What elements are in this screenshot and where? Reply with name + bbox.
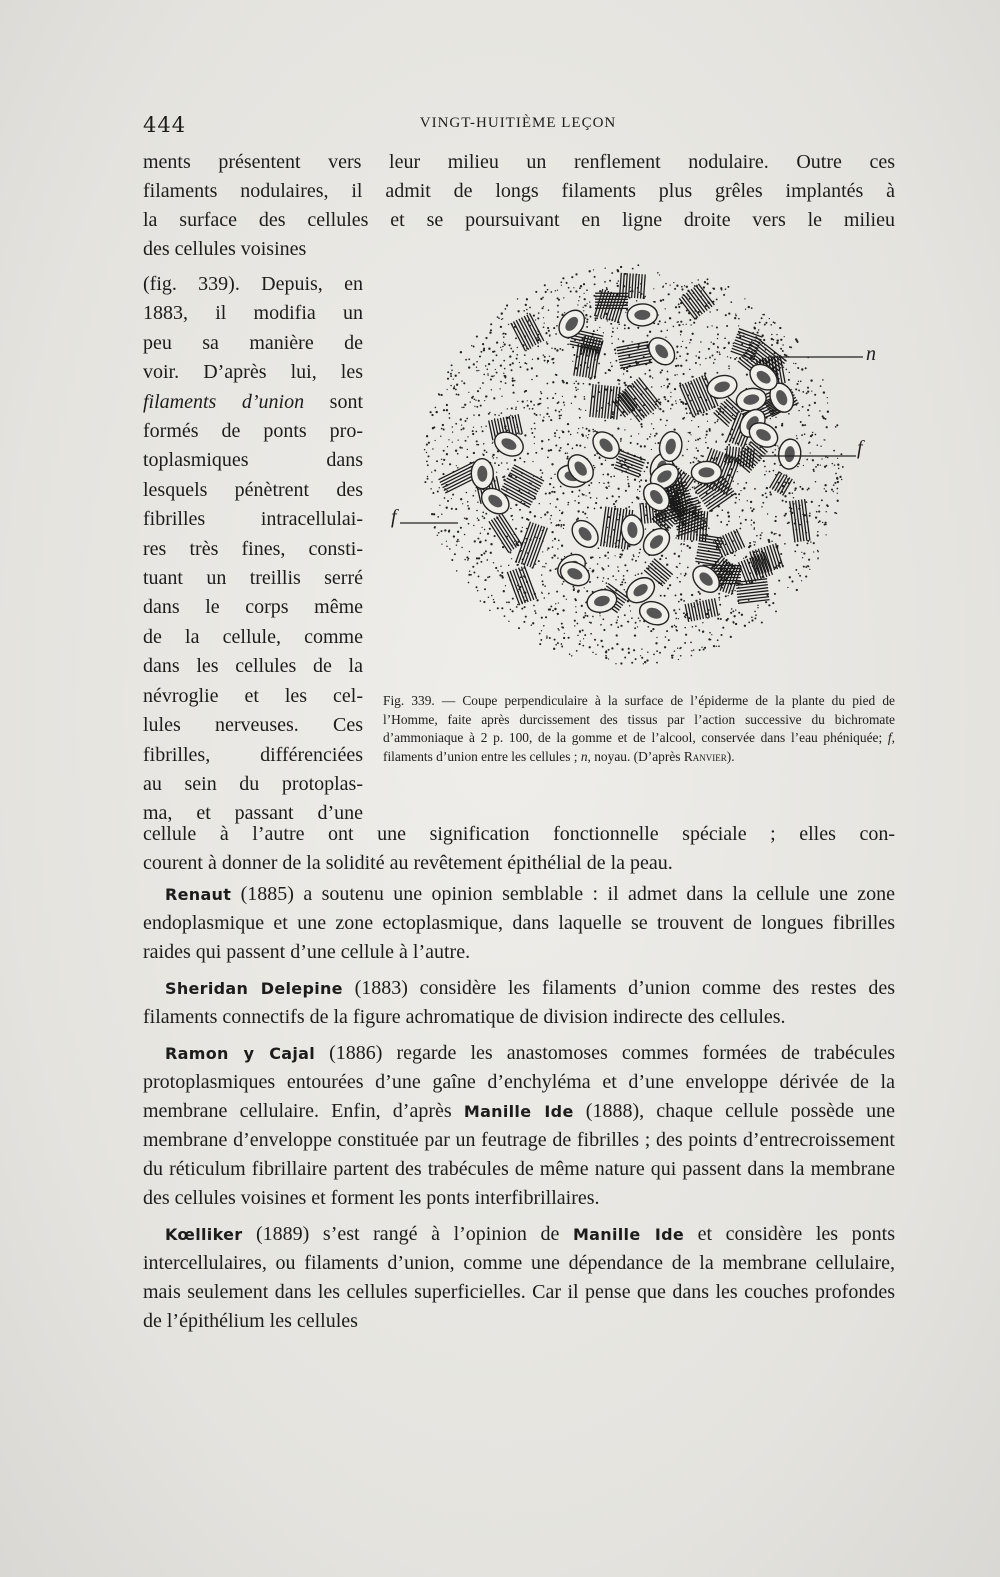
text-line: cellule à l’autre ont une signification fonctionnelle spéciale ; elles con- [143,823,895,845]
wrapped-text-column [143,270,363,829]
text-line: res très fines, consti- [143,537,363,560]
caption-n: n [580,748,588,764]
paragraph-delepine [143,974,895,1032]
paragraph-text: (1888), chaque cellule possède une membrane d’enveloppe constituée par un feutrage de fibrilles ; des points d’entrecroissement du réticulum fibrillaire partent des trabécules de même nature qui passent dans la membrane des cellules voisines et forment les ponts interfibrillaires. [143,1100,895,1209]
caption-text: ). [726,748,735,764]
text-line: des cellules voisines [143,238,307,260]
text-line: dans le corps même [143,596,363,619]
top-text-block [143,148,895,264]
text-line: filaments nodulaires, il admit de longs filaments plus grêles implantés à [143,180,895,202]
running-title: VINGT-HUITIÈME LEÇON [419,115,617,131]
caption-text: , noyau. (D’après [587,748,684,764]
text-line: ma, et passant d’une [143,802,363,825]
text-line: tuant un treillis serré [143,567,363,590]
author-name: Manille Ide [572,1225,685,1244]
paragraph-text: (1886) regarde les anastomoses commes formées de trabécules protoplasmiques entourées d’une gaîne d’enchyléma et d’une enveloppe dérivée de la membrane cellulaire. Enfin, d’après [143,1042,895,1122]
paragraphs-block [143,880,895,1343]
epidermis-illustration [378,260,900,690]
figure-label-f-right: f [857,437,863,459]
text-line: voir. D’après lui, les [143,361,363,384]
author-name: Sheridan Delepine [165,979,343,998]
page-header [143,113,893,143]
author-name: Ramon y Cajal [165,1044,316,1063]
caption-f: f [887,730,892,745]
text-line: lesquels pénètrent des [143,478,363,501]
text-line: névroglie et les cel- [143,684,363,707]
text-line: 1883, il modifia un [143,302,363,325]
text-line: (fig. 339). Depuis, en [143,273,363,295]
text-line: de la cellule, comme [143,625,363,648]
figure-label-f-left: f [391,506,397,528]
text-line: dans les cellules de la [143,655,363,678]
text-line: peu sa manière de [143,331,363,354]
paragraph-text: et considère les ponts intercellulaires, ou filaments d’union, comme une dépendance de la membrane cellulaire, mais seulement dans les cellules superficielles. Car il pense que dans les couches profondes de l’épithélium les cellules [143,1223,896,1332]
text-line: lules nerveuses. Ces [143,714,363,737]
page-number: 444 [143,113,187,137]
paragraph-text: (1889) s’est rangé à l’opinion de [242,1223,573,1245]
text-line: fibrilles, différenciées [143,743,363,766]
paragraph-text: (1885) a soutenu une opinion semblable : il admet dans la cellule une zone endoplasmique et une zone ectoplasmique, dans laquelle se trouvent de longues fibrilles raides qui passent d’une cellule à l’autre. [143,883,895,963]
italic-term: filaments d’union [143,390,305,413]
text-line: fibrilles intracellulai- [143,508,363,531]
author-name: Kœlliker [165,1225,243,1244]
text-line: courent à donner de la solidité au revêtement épithélial de la peau. [143,852,673,874]
author-name: Manille Ide [463,1102,574,1121]
paragraph-koelliker [143,1220,895,1336]
caption-text: Fig. 339. — Coupe perpendiculaire à la surface de l’épiderme de la plante du pied de l’Homme, faite après durcissement des tissus par l’action successive du bichromate d’ammoniaque à 2 p. 100, de la gomme et de l’alcool, conservée dans l’eau phéniquée; [383,693,895,745]
caption-author: Ranvier [683,748,727,764]
figure-label-n: n [866,343,876,365]
paragraph-cajal [143,1039,895,1213]
paragraph-renaut [143,880,895,967]
caption-text: , filaments d’union entre les cellules ; [383,730,895,764]
text-line: toplasmiques dans [143,449,363,472]
author-name: Renaut [165,885,232,904]
text-line: la surface des cellules et se poursuivant en ligne droite vers le milieu [143,209,895,231]
text-line: formés de ponts pro- [143,420,363,443]
paragraph-text: (1883) considère les filaments d’union comme des restes des filaments connectifs de la figure achromatique de division indirecte des cellules. [143,977,895,1028]
continuation-text [143,820,895,878]
text-line: au sein du protoplas- [143,772,363,795]
text-line-italic: filaments d’union sont [143,390,364,413]
epidermis-figure [378,260,900,690]
text-line: ments présentent vers leur milieu un renflement nodulaire. Outre ces [143,151,895,173]
figure-caption [383,692,895,766]
